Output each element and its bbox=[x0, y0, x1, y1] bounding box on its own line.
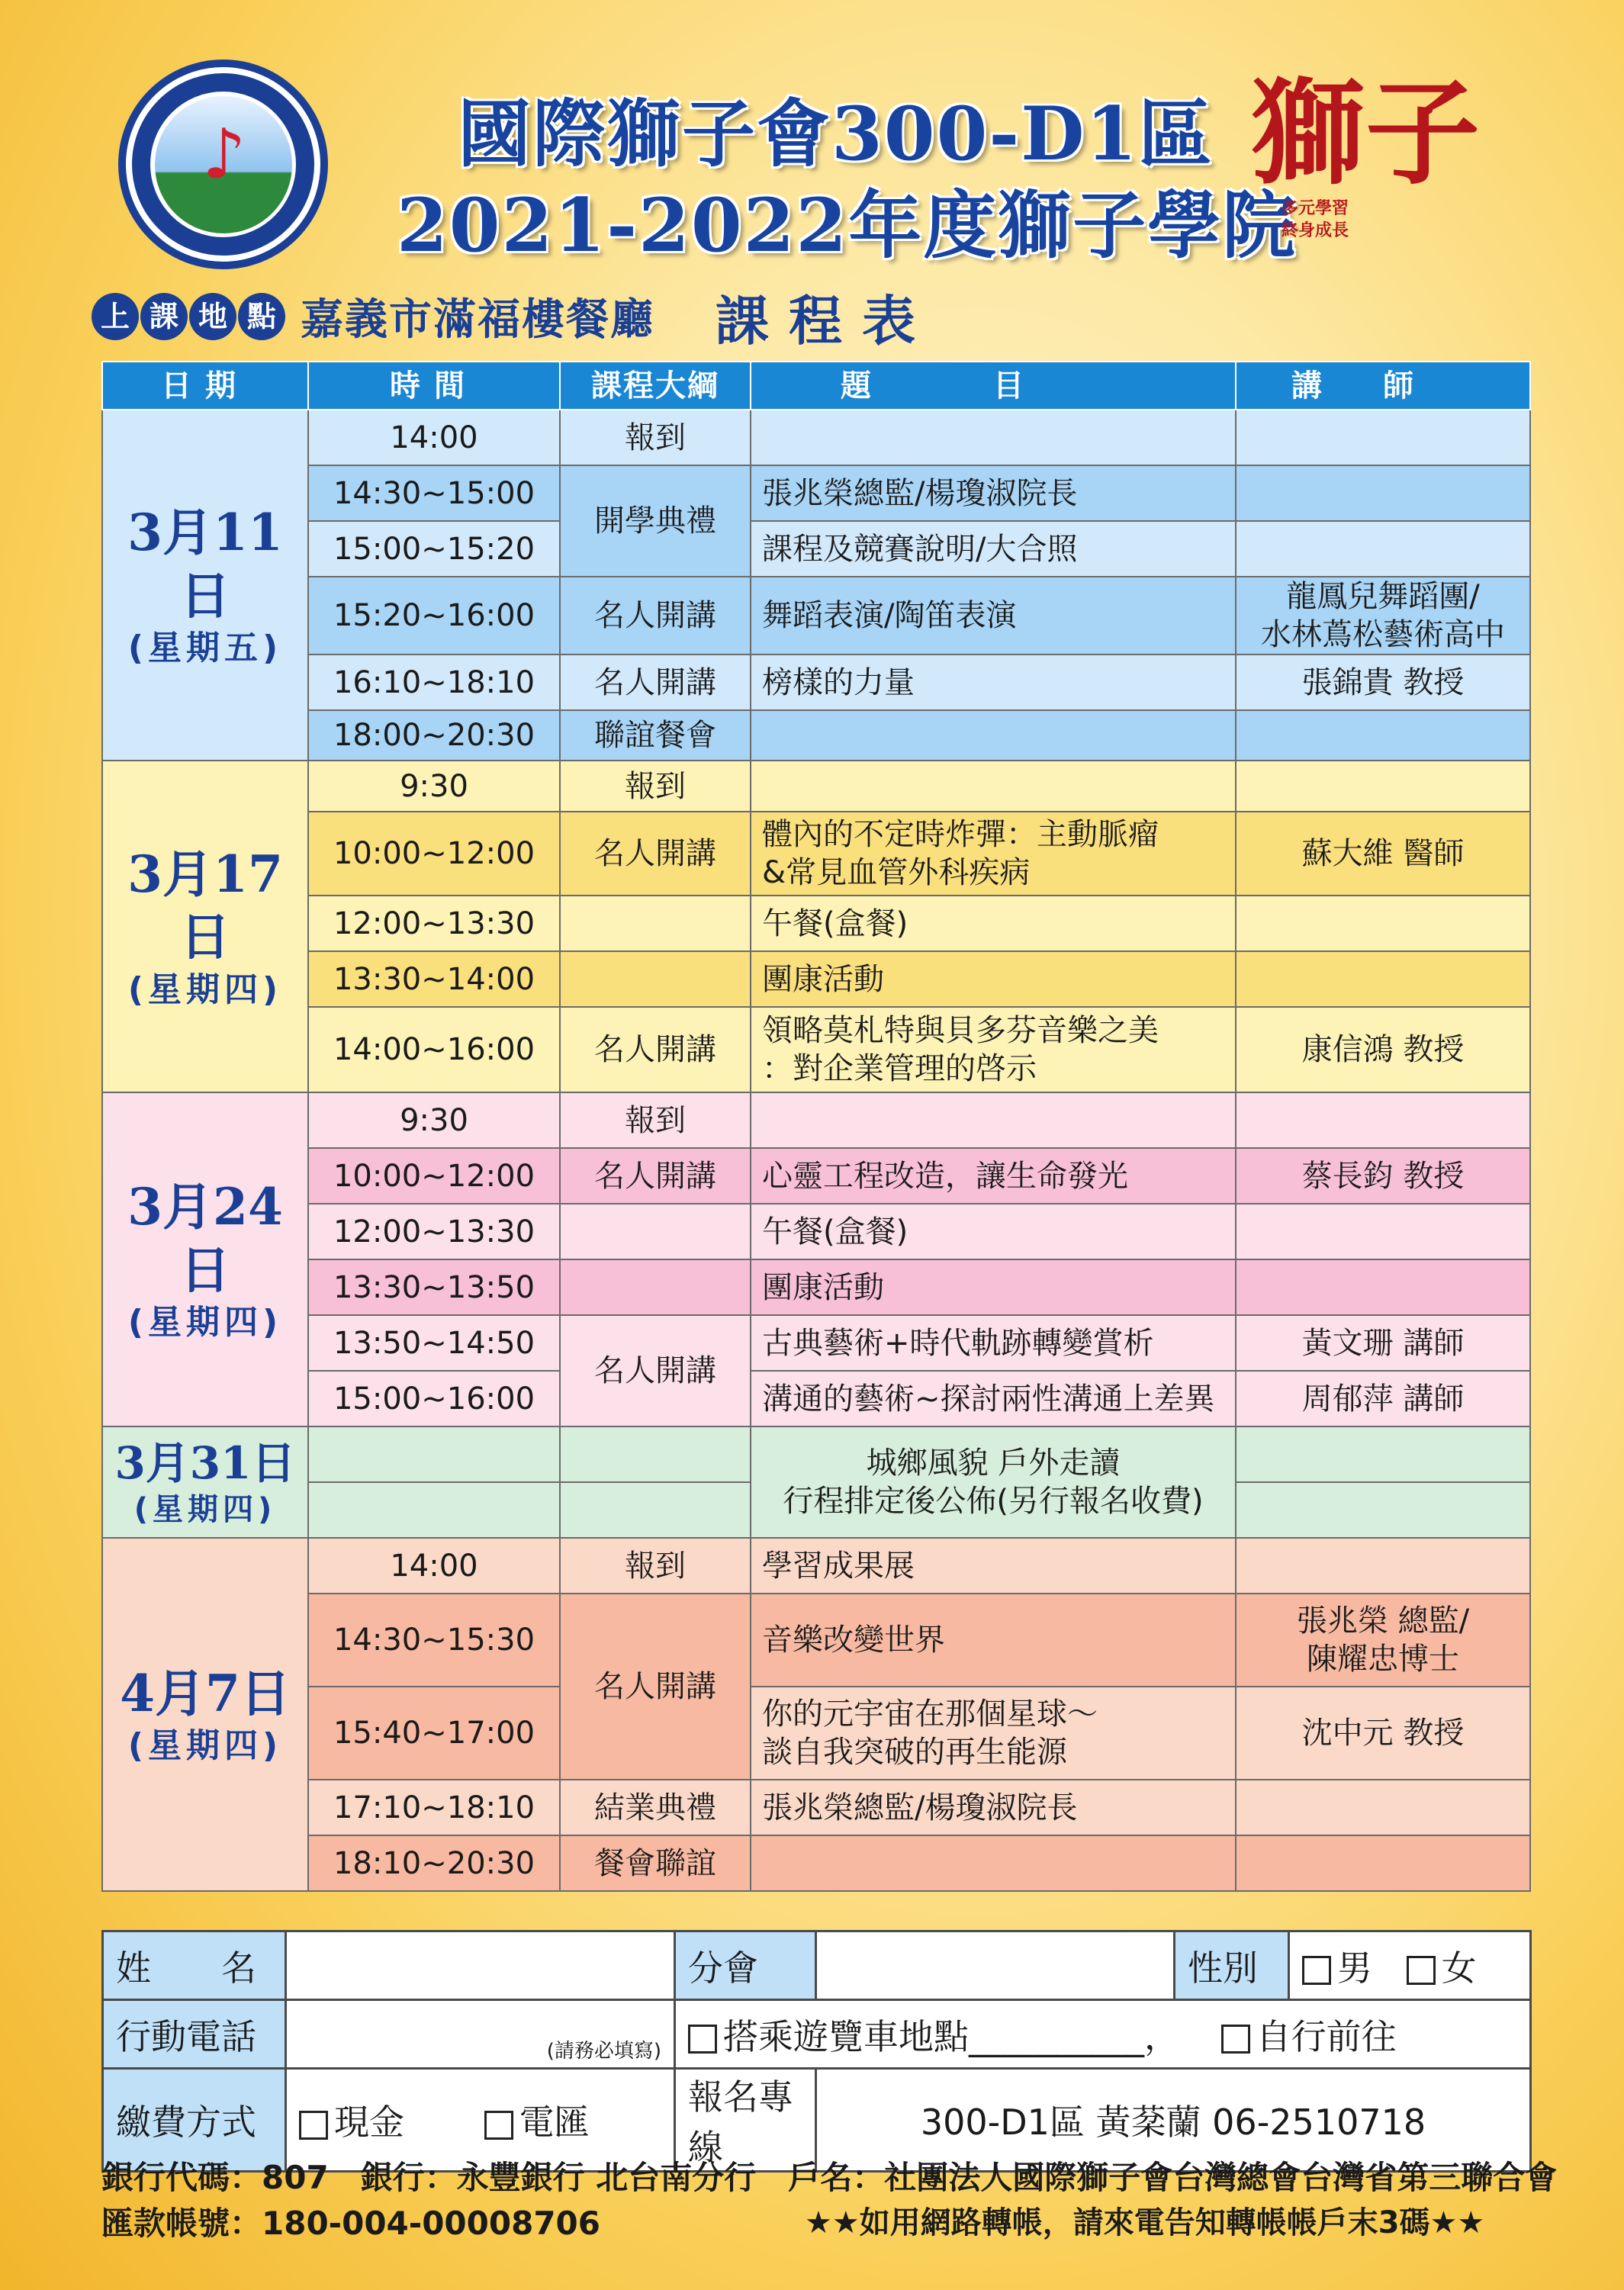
lecturer-cell: 張兆榮 總監/ 陳耀忠博士 bbox=[1236, 1594, 1530, 1687]
topic-cell: 城鄉風貌 戶外走讀 行程排定後公佈(另行報名收費) bbox=[751, 1426, 1236, 1538]
time-cell bbox=[308, 1482, 560, 1538]
lecturer-cell: 康信鴻 教授 bbox=[1236, 1007, 1530, 1092]
brand-slogan: 多元學習 終身成長 bbox=[1282, 199, 1349, 240]
phone-note: (請務必填寫) bbox=[546, 2040, 661, 2063]
outline-cell: 報到 bbox=[560, 761, 751, 812]
time-cell: 15:00~15:20 bbox=[308, 521, 560, 577]
topic-cell: 音樂改變世界 bbox=[751, 1594, 1236, 1687]
bank-info: 銀行代碼：807 銀行：永豐銀行 北台南分行 戶名：社團法人國際獅子會台灣總會台灣省第三聯合會 bbox=[101, 2159, 1558, 2196]
topic-cell: 團康活動 bbox=[751, 1259, 1236, 1315]
table-row bbox=[102, 1835, 1530, 1891]
club-label: 分會 bbox=[675, 1931, 816, 2000]
table-row bbox=[102, 1315, 1530, 1371]
lecturer-cell bbox=[1236, 1426, 1530, 1482]
lecturer-cell bbox=[1236, 1538, 1530, 1594]
table-row bbox=[102, 1204, 1530, 1259]
page-title-line2: 2021-2022年度獅子學院 bbox=[397, 182, 1298, 269]
topic-cell: 你的元宇宙在那個星球～ 談自我突破的再生能源 bbox=[751, 1687, 1236, 1780]
phone-field[interactable] bbox=[286, 2000, 675, 2069]
lecturer-cell: 蘇大維 醫師 bbox=[1236, 812, 1530, 896]
music-note-icon: ♪ bbox=[202, 114, 246, 195]
topic-cell: 領略莫札特與貝多芬音樂之美 ：對企業管理的啓示 bbox=[751, 1007, 1236, 1092]
cash-label: 現金 bbox=[334, 2102, 404, 2143]
topic-cell: 張兆榮總監/楊瓊淑院長 bbox=[751, 1780, 1236, 1835]
pay-label: 繳費方式 bbox=[103, 2069, 286, 2172]
table-row bbox=[102, 951, 1530, 1007]
lecturer-cell bbox=[1236, 1780, 1530, 1835]
outline-cell: 名人開講 bbox=[560, 1148, 751, 1204]
female-label: 女 bbox=[1441, 1947, 1477, 1989]
cash-checkbox[interactable] bbox=[299, 2111, 328, 2140]
self-checkbox[interactable] bbox=[1221, 2025, 1250, 2054]
outline-cell bbox=[560, 896, 751, 951]
outline-cell: 報到 bbox=[560, 1092, 751, 1148]
lecturer-cell bbox=[1236, 410, 1530, 465]
table-row bbox=[102, 1371, 1530, 1426]
location-badge-char: 地 bbox=[189, 293, 236, 340]
topic-cell: 體內的不定時炸彈：主動脈瘤 &常見血管外科疾病 bbox=[751, 812, 1236, 896]
name-label: 姓 名 bbox=[103, 1931, 286, 2000]
lecturer-cell: 沈中元 教授 bbox=[1236, 1687, 1530, 1780]
day-cell: 3月24日 (星期四) bbox=[102, 1092, 308, 1426]
registration-form bbox=[101, 1930, 1532, 2173]
time-cell: 9:30 bbox=[308, 761, 560, 812]
hotline-value: 300-D1區 黃棻蘭 06-2510718 bbox=[816, 2069, 1531, 2172]
name-field[interactable] bbox=[286, 1931, 675, 2000]
table-row bbox=[102, 465, 1530, 521]
time-cell: 15:20~16:00 bbox=[308, 577, 560, 655]
phone-label: 行動電話 bbox=[103, 2000, 286, 2069]
location-badge-char: 上 bbox=[92, 293, 139, 340]
time-cell bbox=[308, 1426, 560, 1482]
lecturer-cell bbox=[1236, 1835, 1530, 1891]
lecturer-cell bbox=[1236, 761, 1530, 812]
table-row bbox=[102, 1007, 1530, 1092]
time-cell: 10:00~12:00 bbox=[308, 1148, 560, 1204]
bus-checkbox[interactable] bbox=[688, 2025, 717, 2054]
day-cell: 3月17日 (星期四) bbox=[102, 761, 308, 1092]
club-field[interactable] bbox=[816, 1931, 1175, 2000]
transfer-note: ★★如用網路轉帳，請來電告知轉帳帳戶末3碼★★ bbox=[805, 2205, 1485, 2240]
time-cell: 13:30~13:50 bbox=[308, 1259, 560, 1315]
time-cell: 18:00~20:30 bbox=[308, 710, 560, 761]
time-cell: 14:00~16:00 bbox=[308, 1007, 560, 1092]
location-badge-char: 點 bbox=[238, 293, 285, 340]
outline-cell bbox=[560, 951, 751, 1007]
table-row bbox=[102, 812, 1530, 896]
topic-cell: 心靈工程改造，讓生命發光 bbox=[751, 1148, 1236, 1204]
male-checkbox[interactable] bbox=[1302, 1956, 1331, 1985]
account-number: 匯款帳號：180-004-00008706 bbox=[101, 2205, 600, 2242]
day-cell: 4月7日 (星期四) bbox=[102, 1538, 308, 1891]
topic-cell: 溝通的藝術~探討兩性溝通上差異 bbox=[751, 1371, 1236, 1426]
bus-option: 搭乘遊覽車地點__________， bbox=[723, 2015, 1179, 2057]
hotline-label: 報名專線 bbox=[675, 2069, 816, 2172]
outline-cell: 名人開講 bbox=[560, 812, 751, 896]
lecturer-cell: 龍鳳兒舞蹈團/ 水林蔦松藝術高中 bbox=[1236, 577, 1530, 655]
time-cell: 12:00~13:30 bbox=[308, 896, 560, 951]
table-row bbox=[102, 1780, 1530, 1835]
transfer-label: 電匯 bbox=[519, 2102, 590, 2143]
transfer-checkbox[interactable] bbox=[484, 2111, 513, 2140]
topic-cell: 午餐(盒餐) bbox=[751, 896, 1236, 951]
table-row bbox=[102, 521, 1530, 577]
outline-cell: 聯誼餐會 bbox=[560, 710, 751, 761]
table-row bbox=[102, 1148, 1530, 1204]
table-row bbox=[102, 577, 1530, 655]
time-cell: 14:30~15:00 bbox=[308, 465, 560, 521]
topic-cell: 古典藝術+時代軌跡轉變賞析 bbox=[751, 1315, 1236, 1371]
table-row bbox=[102, 655, 1530, 710]
location-place: 嘉義市滿福樓餐廳 bbox=[301, 295, 654, 345]
table-row bbox=[102, 1092, 1530, 1148]
topic-cell bbox=[751, 710, 1236, 761]
lecturer-cell bbox=[1236, 710, 1530, 761]
outline-cell: 結業典禮 bbox=[560, 1780, 751, 1835]
location-badge-char: 課 bbox=[140, 293, 188, 340]
table-row bbox=[102, 410, 1530, 465]
transport-field bbox=[675, 2000, 1531, 2069]
time-cell: 14:00 bbox=[308, 410, 560, 465]
time-cell: 10:00~12:00 bbox=[308, 812, 560, 896]
outline-cell: 名人開講 bbox=[560, 655, 751, 710]
topic-cell: 榜樣的力量 bbox=[751, 655, 1236, 710]
lecturer-cell bbox=[1236, 1092, 1530, 1148]
day-cell: 3月31日 (星期四) bbox=[102, 1426, 308, 1538]
col-header-outline: 課程大綱 bbox=[560, 362, 751, 410]
gender-field bbox=[1289, 1931, 1531, 2000]
topic-cell bbox=[751, 1092, 1236, 1148]
lecturer-cell bbox=[1236, 896, 1530, 951]
table-header-row bbox=[102, 362, 1530, 410]
lecturer-cell bbox=[1236, 465, 1530, 521]
schedule-title: 課程表 bbox=[716, 289, 935, 352]
table-row bbox=[102, 710, 1530, 761]
male-label: 男 bbox=[1337, 1947, 1372, 1989]
lecturer-cell: 蔡長鈞 教授 bbox=[1236, 1148, 1530, 1204]
form-row-phone bbox=[103, 2000, 1531, 2069]
col-header-lecturer: 講師 bbox=[1236, 362, 1530, 410]
topic-cell: 學習成果展 bbox=[751, 1538, 1236, 1594]
day-cell: 3月11日 (星期五) bbox=[102, 410, 308, 761]
outline-cell: 開學典禮 bbox=[560, 465, 751, 577]
lecturer-cell bbox=[1236, 521, 1530, 577]
table-row bbox=[102, 1426, 1530, 1482]
gender-label: 性別 bbox=[1175, 1931, 1289, 2000]
topic-cell: 團康活動 bbox=[751, 951, 1236, 1007]
time-cell: 16:10~18:10 bbox=[308, 655, 560, 710]
form-row-name bbox=[103, 1931, 1531, 2000]
table-row bbox=[102, 1687, 1530, 1780]
topic-cell: 張兆榮總監/楊瓊淑院長 bbox=[751, 465, 1236, 521]
topic-cell: 課程及競賽說明/大合照 bbox=[751, 521, 1236, 577]
time-cell: 15:40~17:00 bbox=[308, 1687, 560, 1780]
time-cell: 13:50~14:50 bbox=[308, 1315, 560, 1371]
table-row bbox=[102, 1594, 1530, 1687]
location-bar bbox=[92, 282, 935, 351]
outline-cell bbox=[560, 1259, 751, 1315]
time-cell: 14:00 bbox=[308, 1538, 560, 1594]
table-row bbox=[102, 1259, 1530, 1315]
topic-cell bbox=[751, 410, 1236, 465]
time-cell: 13:30~14:00 bbox=[308, 951, 560, 1007]
district-logo bbox=[118, 60, 328, 269]
lecturer-cell bbox=[1236, 1482, 1530, 1538]
time-cell: 15:00~16:00 bbox=[308, 1371, 560, 1426]
outline-cell bbox=[560, 1204, 751, 1259]
outline-cell: 名人開講 bbox=[560, 1007, 751, 1092]
lecturer-cell: 張錦貴 教授 bbox=[1236, 655, 1530, 710]
topic-cell bbox=[751, 1835, 1236, 1891]
time-cell: 12:00~13:30 bbox=[308, 1204, 560, 1259]
time-cell: 14:30~15:30 bbox=[308, 1594, 560, 1687]
col-header-time: 時間 bbox=[308, 362, 560, 410]
col-header-date: 日期 bbox=[102, 362, 308, 410]
time-cell: 18:10~20:30 bbox=[308, 1835, 560, 1891]
topic-cell: 午餐(盒餐) bbox=[751, 1204, 1236, 1259]
outline-cell bbox=[560, 1426, 751, 1482]
table-row bbox=[102, 761, 1530, 812]
lecturer-cell bbox=[1236, 1259, 1530, 1315]
outline-cell: 報到 bbox=[560, 410, 751, 465]
time-cell: 9:30 bbox=[308, 1092, 560, 1148]
col-header-topic: 題目 bbox=[751, 362, 1236, 410]
outline-cell: 報到 bbox=[560, 1538, 751, 1594]
page-title-line1: 國際獅子會300-D1區 bbox=[458, 91, 1214, 177]
lecturer-cell bbox=[1236, 1204, 1530, 1259]
outline-cell: 名人開講 bbox=[560, 577, 751, 655]
outline-cell bbox=[560, 1482, 751, 1538]
academy-brand-logo bbox=[1236, 66, 1533, 240]
time-cell: 17:10~18:10 bbox=[308, 1780, 560, 1835]
lecturer-cell bbox=[1236, 951, 1530, 1007]
outline-cell: 名人開講 bbox=[560, 1315, 751, 1426]
self-option: 自行前往 bbox=[1256, 2015, 1397, 2057]
table-row bbox=[102, 1538, 1530, 1594]
topic-cell: 舞蹈表演/陶笛表演 bbox=[751, 577, 1236, 655]
outline-cell: 名人開講 bbox=[560, 1594, 751, 1780]
brand-title: 獅子 bbox=[1251, 66, 1481, 201]
lecturer-cell: 周郁萍 講師 bbox=[1236, 1371, 1530, 1426]
outline-cell: 餐會聯誼 bbox=[560, 1835, 751, 1891]
female-checkbox[interactable] bbox=[1407, 1956, 1436, 1985]
table-row bbox=[102, 896, 1530, 951]
schedule-table bbox=[101, 361, 1531, 1892]
lecturer-cell: 黃文珊 講師 bbox=[1236, 1315, 1530, 1371]
topic-cell bbox=[751, 761, 1236, 812]
